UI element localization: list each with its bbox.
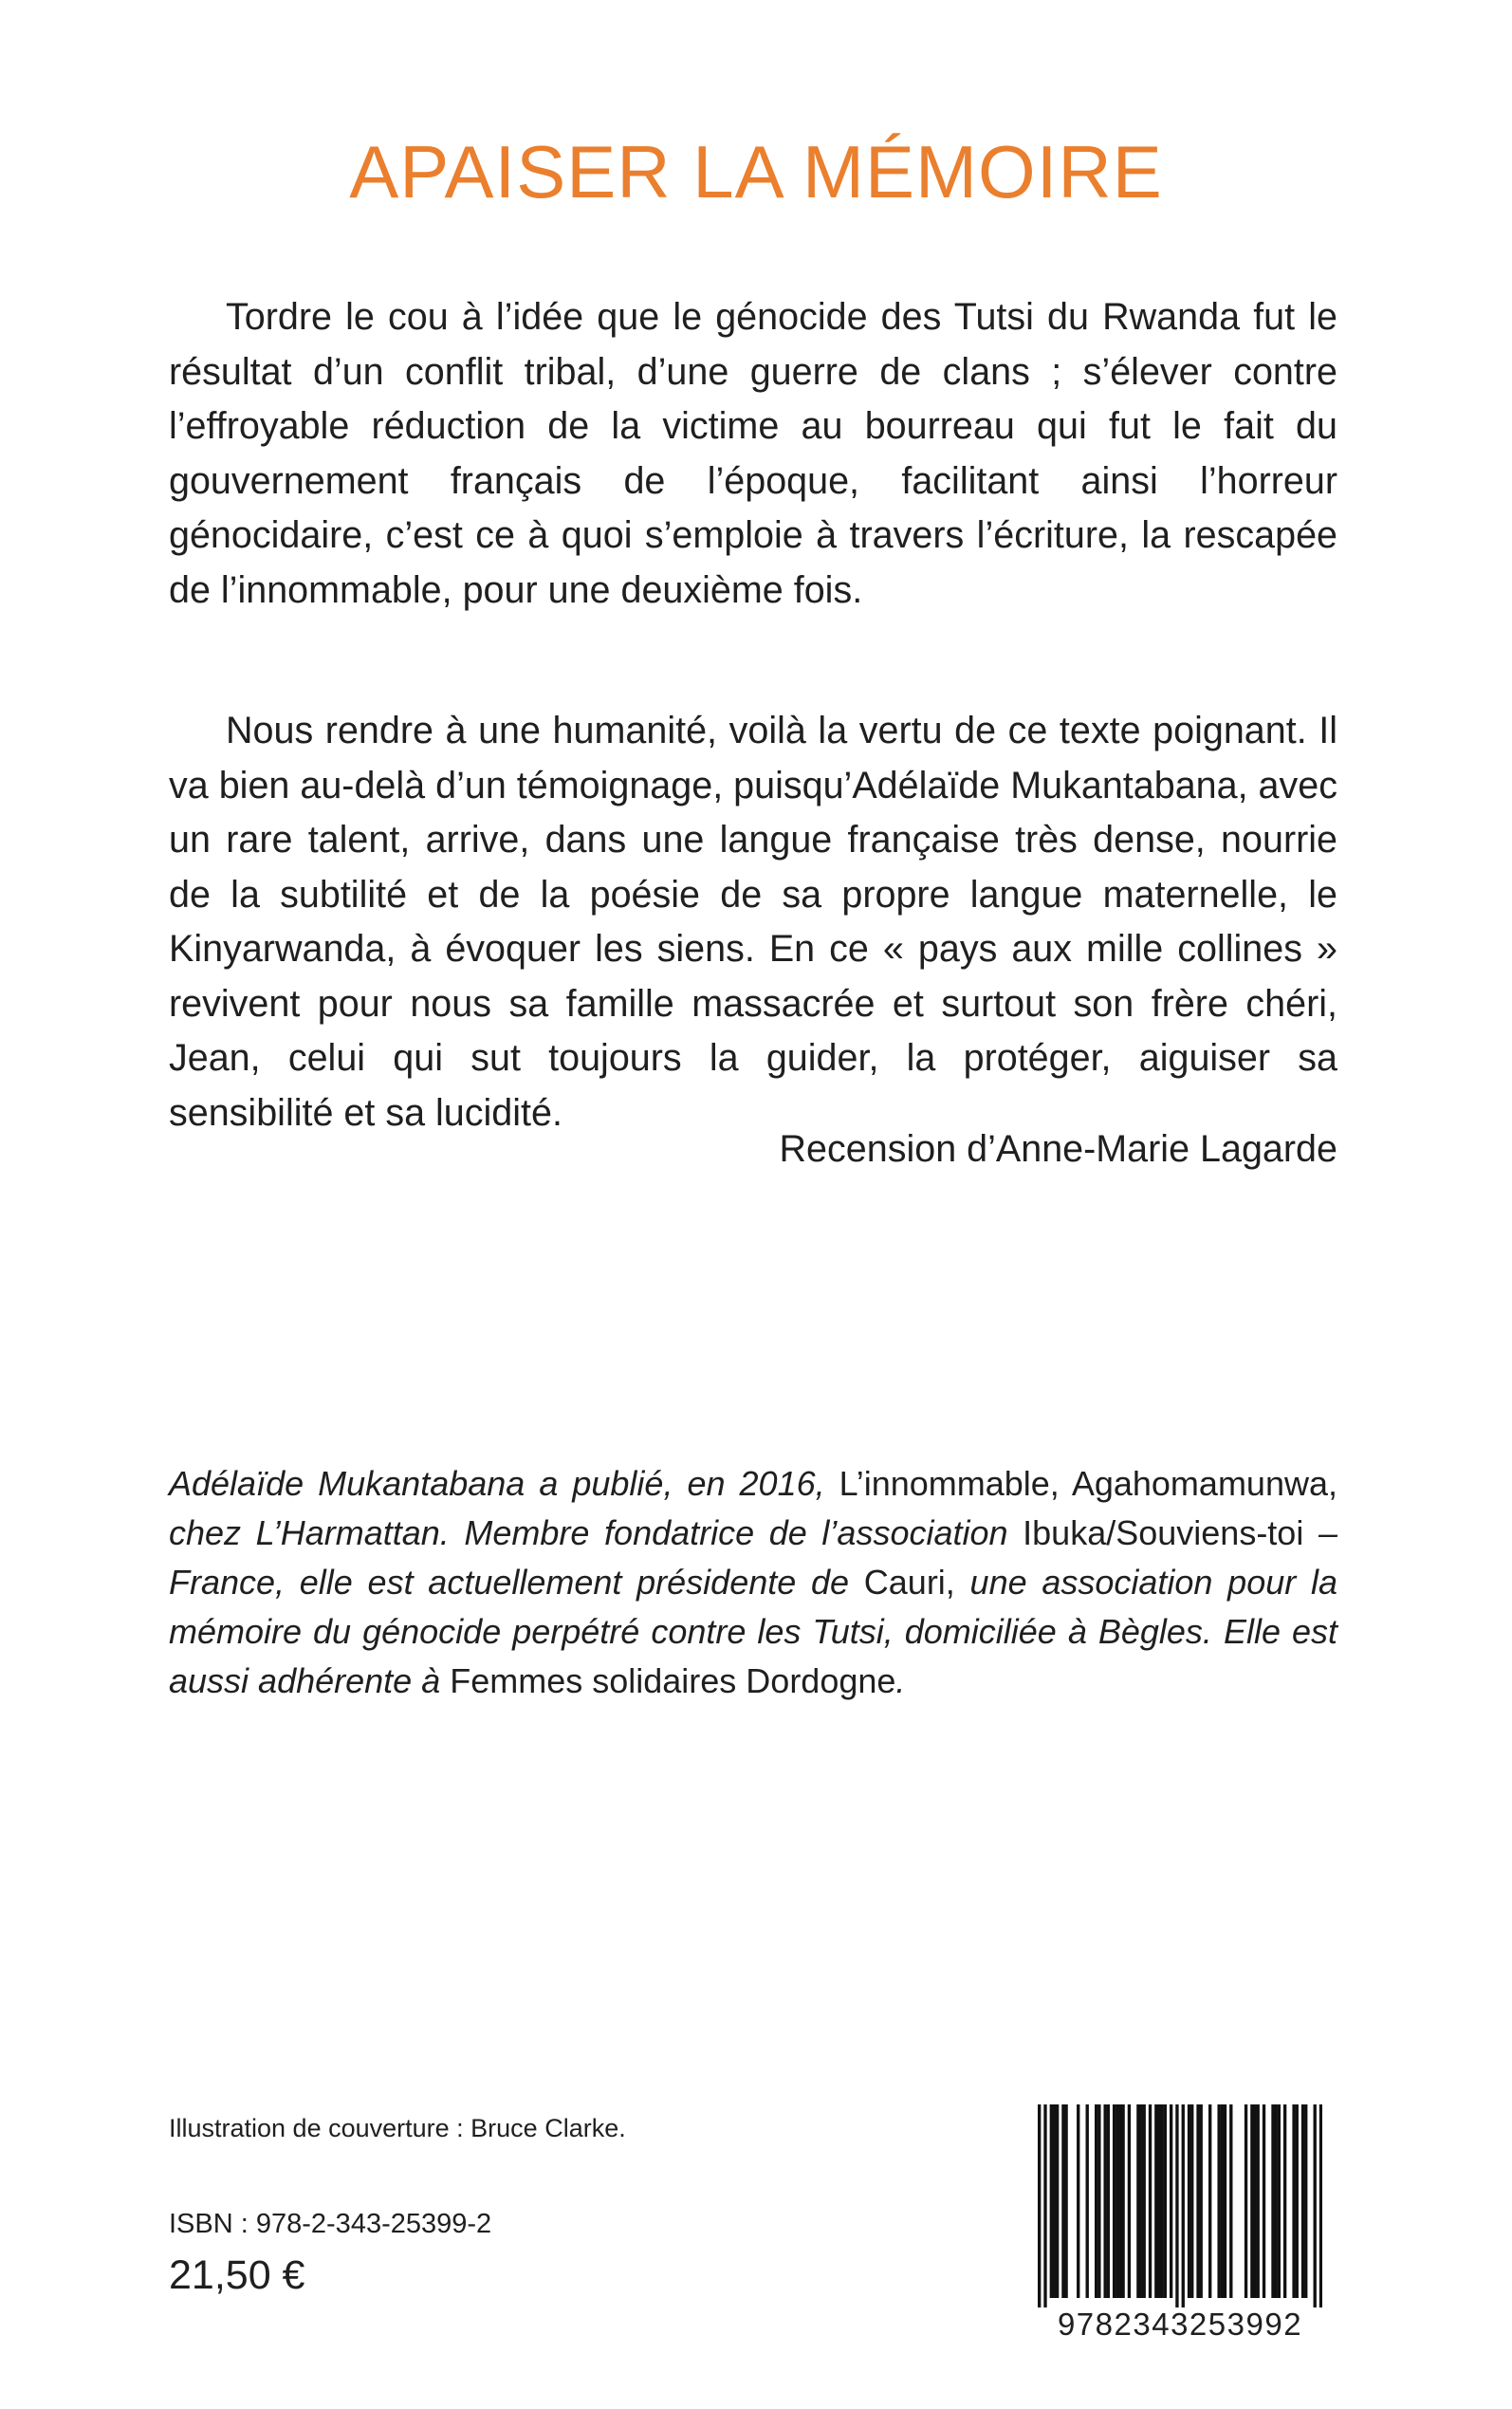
barcode (1038, 2104, 1322, 2349)
barcode-bar (1271, 2104, 1274, 2298)
bio-segment: chez L’Harmattan. Membre fondatrice de l’association (169, 1513, 1008, 1552)
barcode-bar (1136, 2104, 1139, 2298)
barcode-bar (1224, 2104, 1226, 2298)
barcode-bar (1128, 2104, 1131, 2298)
barcode-bar (1196, 2104, 1199, 2298)
barcode-bar (1143, 2104, 1146, 2298)
barcode-bar (1250, 2104, 1253, 2298)
barcode-bar (1056, 2104, 1059, 2298)
barcode-bar (1113, 2104, 1116, 2298)
barcode-bar (1221, 2104, 1224, 2298)
summary-paragraph-1: Tordre le cou à l’idée que le génocide des Tutsi du Rwanda fut le résultat d’un conflit tribal, d’une guerre de clans ; s’élever contre l’effroyable réduction de la victime au bourreau qui fut le fait du gouvernement français de l’époque, facilitant ainsi l’horreur génocidaire, c’est ce à quoi s’emploie à travers l’écriture, la rescapée de l’innommable, pour une deuxième fois. (169, 296, 1337, 611)
barcode-bar (1064, 2104, 1067, 2298)
barcode-bar (1097, 2104, 1100, 2298)
barcode-bar (1217, 2104, 1220, 2298)
isbn: ISBN : 978-2-343-25399-2 (169, 2209, 492, 2239)
barcode-bar (1095, 2104, 1097, 2298)
bio-association-name: Cauri, (849, 1563, 970, 1602)
barcode-bar (1182, 2104, 1185, 2307)
barcode-bar (1053, 2104, 1056, 2298)
barcode-number: 9782343253992 (1057, 2307, 1303, 2342)
barcode-bar (1116, 2104, 1118, 2298)
barcode-bar (1208, 2104, 1211, 2298)
barcode-bar (1077, 2104, 1079, 2298)
barcode-bar (1050, 2104, 1053, 2298)
barcode-bar (1190, 2104, 1193, 2298)
bio-association-name: Ibuka/Souviens-toi (1007, 1513, 1318, 1552)
barcode-bar (1170, 2104, 1172, 2298)
barcode-bar (1164, 2104, 1167, 2298)
barcode-bar (1107, 2104, 1110, 2298)
barcode-bar (1304, 2104, 1307, 2298)
barcode-bar (1149, 2104, 1152, 2298)
barcode-bar (1139, 2104, 1142, 2298)
summary-paragraph-2: Nous rendre à une humanité, voilà la vertu de ce texte poignant. Il va bien au-delà d’un témoignage, puisqu’Adélaïde Mukantabana, avec un rare talent, arrive, dans une langue française très dense, nourrie de la subtilité et de la poésie de sa propre langue maternelle, le Kinyarwanda, à évoquer les siens. En ce « pays aux mille collines » revivent pour nous sa famille massacrée et surtout son frère chéri, Jean, celui qui sut toujours la guider, la protéger, aiguiser sa sensibilité et sa lucidité. (169, 710, 1337, 1134)
barcode-bar (1160, 2104, 1163, 2298)
barcode-bars (1038, 2104, 1322, 2307)
barcode-bar (1157, 2104, 1160, 2298)
review-credit: Recension d’Anne-Marie Lagarde (779, 1128, 1337, 1170)
barcode-bar (1292, 2104, 1295, 2298)
barcode-bar (1296, 2104, 1299, 2298)
barcode-bar (1043, 2104, 1046, 2307)
barcode-bar (1229, 2104, 1232, 2298)
barcode-bar (1253, 2104, 1256, 2298)
barcode-bar (1200, 2104, 1203, 2298)
barcode-bar (1103, 2104, 1106, 2298)
barcode-bar (1154, 2104, 1157, 2298)
bio-book-title: L’innommable, Agahomamunwa, (824, 1464, 1337, 1503)
barcode-bar (1175, 2104, 1178, 2307)
bio-segment: Adélaïde Mukantabana a publié, en 2016, (169, 1464, 825, 1503)
barcode-bar (1086, 2104, 1089, 2298)
illustration-credit: Illustration de couverture : Bruce Clarke. (169, 2114, 626, 2142)
barcode-bar (1263, 2104, 1265, 2298)
bio-segment: – France, elle est actuellement présidente de (169, 1513, 1337, 1602)
barcode-bar (1038, 2104, 1041, 2307)
author-bio (169, 1459, 1337, 1706)
barcode-bar (1319, 2104, 1322, 2307)
book-title: APAISER LA MÉMOIRE (349, 130, 1163, 213)
barcode-bar (1121, 2104, 1124, 2298)
barcode-bar (1301, 2104, 1304, 2298)
barcode-bar (1283, 2104, 1286, 2298)
barcode-bar (1118, 2104, 1121, 2298)
barcode-bar (1188, 2104, 1190, 2298)
barcode-bar (1278, 2104, 1281, 2298)
barcode-bar (1257, 2104, 1260, 2298)
bio-segment: une association pour la mémoire du génocide perpétré contre les Tutsi, domiciliée à Bègles. Elle est aussi adhérente à (169, 1563, 1337, 1700)
barcode-bar (1061, 2104, 1064, 2298)
barcode-bar (1274, 2104, 1277, 2298)
bio-association-name: Femmes solidaires Dordogne (440, 1661, 896, 1700)
barcode-bar (1245, 2104, 1247, 2298)
barcode-bar (1314, 2104, 1317, 2307)
price: 21,50 € (169, 2252, 305, 2298)
bio-segment: . (895, 1661, 906, 1700)
